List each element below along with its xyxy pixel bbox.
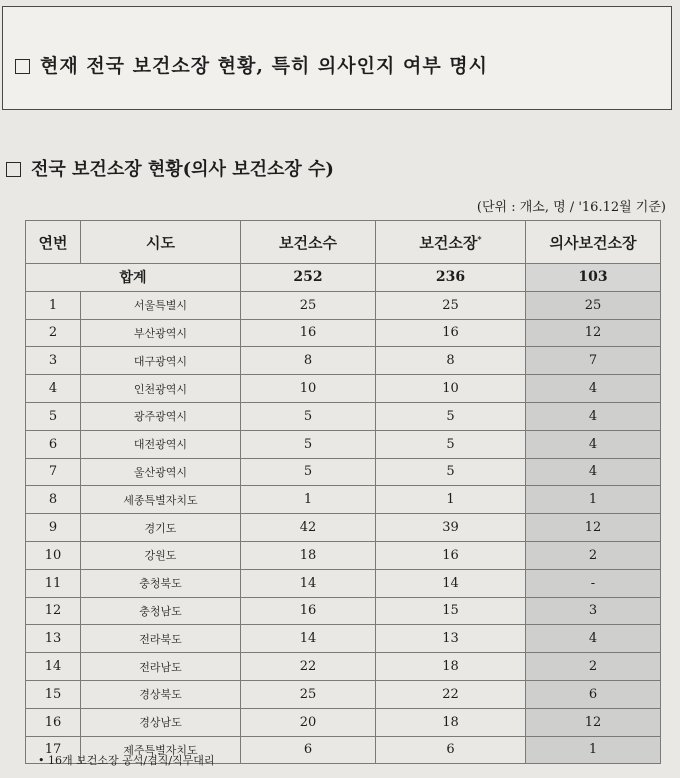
section-title — [6, 155, 334, 181]
row-directors: 18 — [376, 708, 526, 736]
row-doctor-directors: 12 — [526, 319, 661, 347]
row-doctor-directors: 25 — [526, 291, 661, 319]
row-no: 10 — [26, 541, 81, 569]
table-row — [26, 319, 661, 347]
total-label: 합계 — [26, 264, 241, 292]
row-doctor-directors: - — [526, 569, 661, 597]
row-health-centers: 16 — [241, 319, 376, 347]
row-no: 14 — [26, 653, 81, 681]
row-directors: 6 — [376, 736, 526, 764]
header-title-text: 현재 전국 보건소장 현황, 특히 의사인지 여부 명시 — [40, 55, 488, 77]
row-region: 경상남도 — [81, 708, 241, 736]
table-row — [26, 653, 661, 681]
header-title — [15, 51, 488, 78]
total-doctor-directors: 103 — [526, 264, 661, 292]
header-no: 연번 — [26, 221, 81, 264]
row-no: 17 — [26, 736, 81, 764]
row-doctor-directors: 4 — [526, 430, 661, 458]
header-box — [2, 6, 672, 110]
table-row — [26, 625, 661, 653]
row-region: 인천광역시 — [81, 375, 241, 403]
header-directors-label: 보건소장 — [419, 233, 478, 252]
table-row — [26, 708, 661, 736]
row-region: 강원도 — [81, 541, 241, 569]
row-doctor-directors: 1 — [526, 486, 661, 514]
table-row — [26, 402, 661, 430]
row-region: 부산광역시 — [81, 319, 241, 347]
row-no: 5 — [26, 402, 81, 430]
health-center-table — [25, 220, 661, 764]
row-health-centers: 25 — [241, 291, 376, 319]
row-health-centers: 18 — [241, 541, 376, 569]
row-doctor-directors: 4 — [526, 402, 661, 430]
header-directors — [376, 221, 526, 264]
row-no: 6 — [26, 430, 81, 458]
row-region: 세종특별자치도 — [81, 486, 241, 514]
row-directors: 16 — [376, 541, 526, 569]
checkbox-icon — [6, 162, 21, 177]
row-region: 대구광역시 — [81, 347, 241, 375]
unit-note: (단위 : 개소, 명 / '16.12월 기준) — [476, 200, 666, 215]
table-row — [26, 347, 661, 375]
footnote: • 16개 보건소장 공석/겸직/직무대리 — [38, 754, 215, 767]
total-health-centers: 252 — [241, 264, 376, 292]
row-health-centers: 5 — [241, 458, 376, 486]
row-region: 경기도 — [81, 514, 241, 542]
row-health-centers: 6 — [241, 736, 376, 764]
table-row — [26, 680, 661, 708]
row-no: 9 — [26, 514, 81, 542]
row-region: 전라북도 — [81, 625, 241, 653]
row-health-centers: 10 — [241, 375, 376, 403]
row-health-centers: 14 — [241, 625, 376, 653]
row-directors: 1 — [376, 486, 526, 514]
table-row — [26, 375, 661, 403]
table-row — [26, 291, 661, 319]
row-no: 13 — [26, 625, 81, 653]
checkbox-icon — [15, 59, 30, 74]
row-doctor-directors: 6 — [526, 680, 661, 708]
row-health-centers: 8 — [241, 347, 376, 375]
row-doctor-directors: 4 — [526, 458, 661, 486]
row-no: 2 — [26, 319, 81, 347]
row-doctor-directors: 4 — [526, 625, 661, 653]
row-region: 광주광역시 — [81, 402, 241, 430]
row-no: 8 — [26, 486, 81, 514]
row-directors: 16 — [376, 319, 526, 347]
row-no: 16 — [26, 708, 81, 736]
row-health-centers: 25 — [241, 680, 376, 708]
row-doctor-directors: 12 — [526, 514, 661, 542]
row-directors: 18 — [376, 653, 526, 681]
row-no: 7 — [26, 458, 81, 486]
row-doctor-directors: 2 — [526, 541, 661, 569]
row-directors: 13 — [376, 625, 526, 653]
row-directors: 5 — [376, 402, 526, 430]
row-health-centers: 5 — [241, 430, 376, 458]
row-doctor-directors: 12 — [526, 708, 661, 736]
row-health-centers: 42 — [241, 514, 376, 542]
row-no: 11 — [26, 569, 81, 597]
row-health-centers: 14 — [241, 569, 376, 597]
row-no: 15 — [26, 680, 81, 708]
row-no: 1 — [26, 291, 81, 319]
table-row — [26, 458, 661, 486]
row-directors: 5 — [376, 430, 526, 458]
row-doctor-directors: 3 — [526, 597, 661, 625]
header-region: 시도 — [81, 221, 241, 264]
row-directors: 5 — [376, 458, 526, 486]
row-region: 전라남도 — [81, 653, 241, 681]
row-directors: 15 — [376, 597, 526, 625]
table-row — [26, 569, 661, 597]
row-health-centers: 22 — [241, 653, 376, 681]
row-health-centers: 20 — [241, 708, 376, 736]
row-directors: 22 — [376, 680, 526, 708]
total-directors: 236 — [376, 264, 526, 292]
row-region: 충청북도 — [81, 569, 241, 597]
table-row — [26, 597, 661, 625]
row-region: 제주특별자치도 — [81, 736, 241, 764]
table-row — [26, 430, 661, 458]
row-region: 대전광역시 — [81, 430, 241, 458]
row-no: 12 — [26, 597, 81, 625]
table-row — [26, 514, 661, 542]
row-directors: 39 — [376, 514, 526, 542]
row-region: 경상북도 — [81, 680, 241, 708]
table-row — [26, 541, 661, 569]
row-region: 울산광역시 — [81, 458, 241, 486]
row-health-centers: 1 — [241, 486, 376, 514]
row-no: 3 — [26, 347, 81, 375]
row-doctor-directors: 2 — [526, 653, 661, 681]
header-directors-mark: * — [477, 233, 482, 244]
row-directors: 8 — [376, 347, 526, 375]
header-doctor-directors: 의사보건소장 — [526, 221, 661, 264]
section-title-text: 전국 보건소장 현황(의사 보건소장 수) — [31, 159, 334, 180]
table-row — [26, 486, 661, 514]
row-doctor-directors: 4 — [526, 375, 661, 403]
row-directors: 25 — [376, 291, 526, 319]
row-directors: 14 — [376, 569, 526, 597]
total-row — [26, 264, 661, 292]
row-region: 충청남도 — [81, 597, 241, 625]
row-region: 서울특별시 — [81, 291, 241, 319]
row-doctor-directors: 1 — [526, 736, 661, 764]
row-directors: 10 — [376, 375, 526, 403]
row-health-centers: 16 — [241, 597, 376, 625]
row-no: 4 — [26, 375, 81, 403]
table-header-row — [26, 221, 661, 264]
header-health-centers: 보건소수 — [241, 221, 376, 264]
row-doctor-directors: 7 — [526, 347, 661, 375]
row-health-centers: 5 — [241, 402, 376, 430]
